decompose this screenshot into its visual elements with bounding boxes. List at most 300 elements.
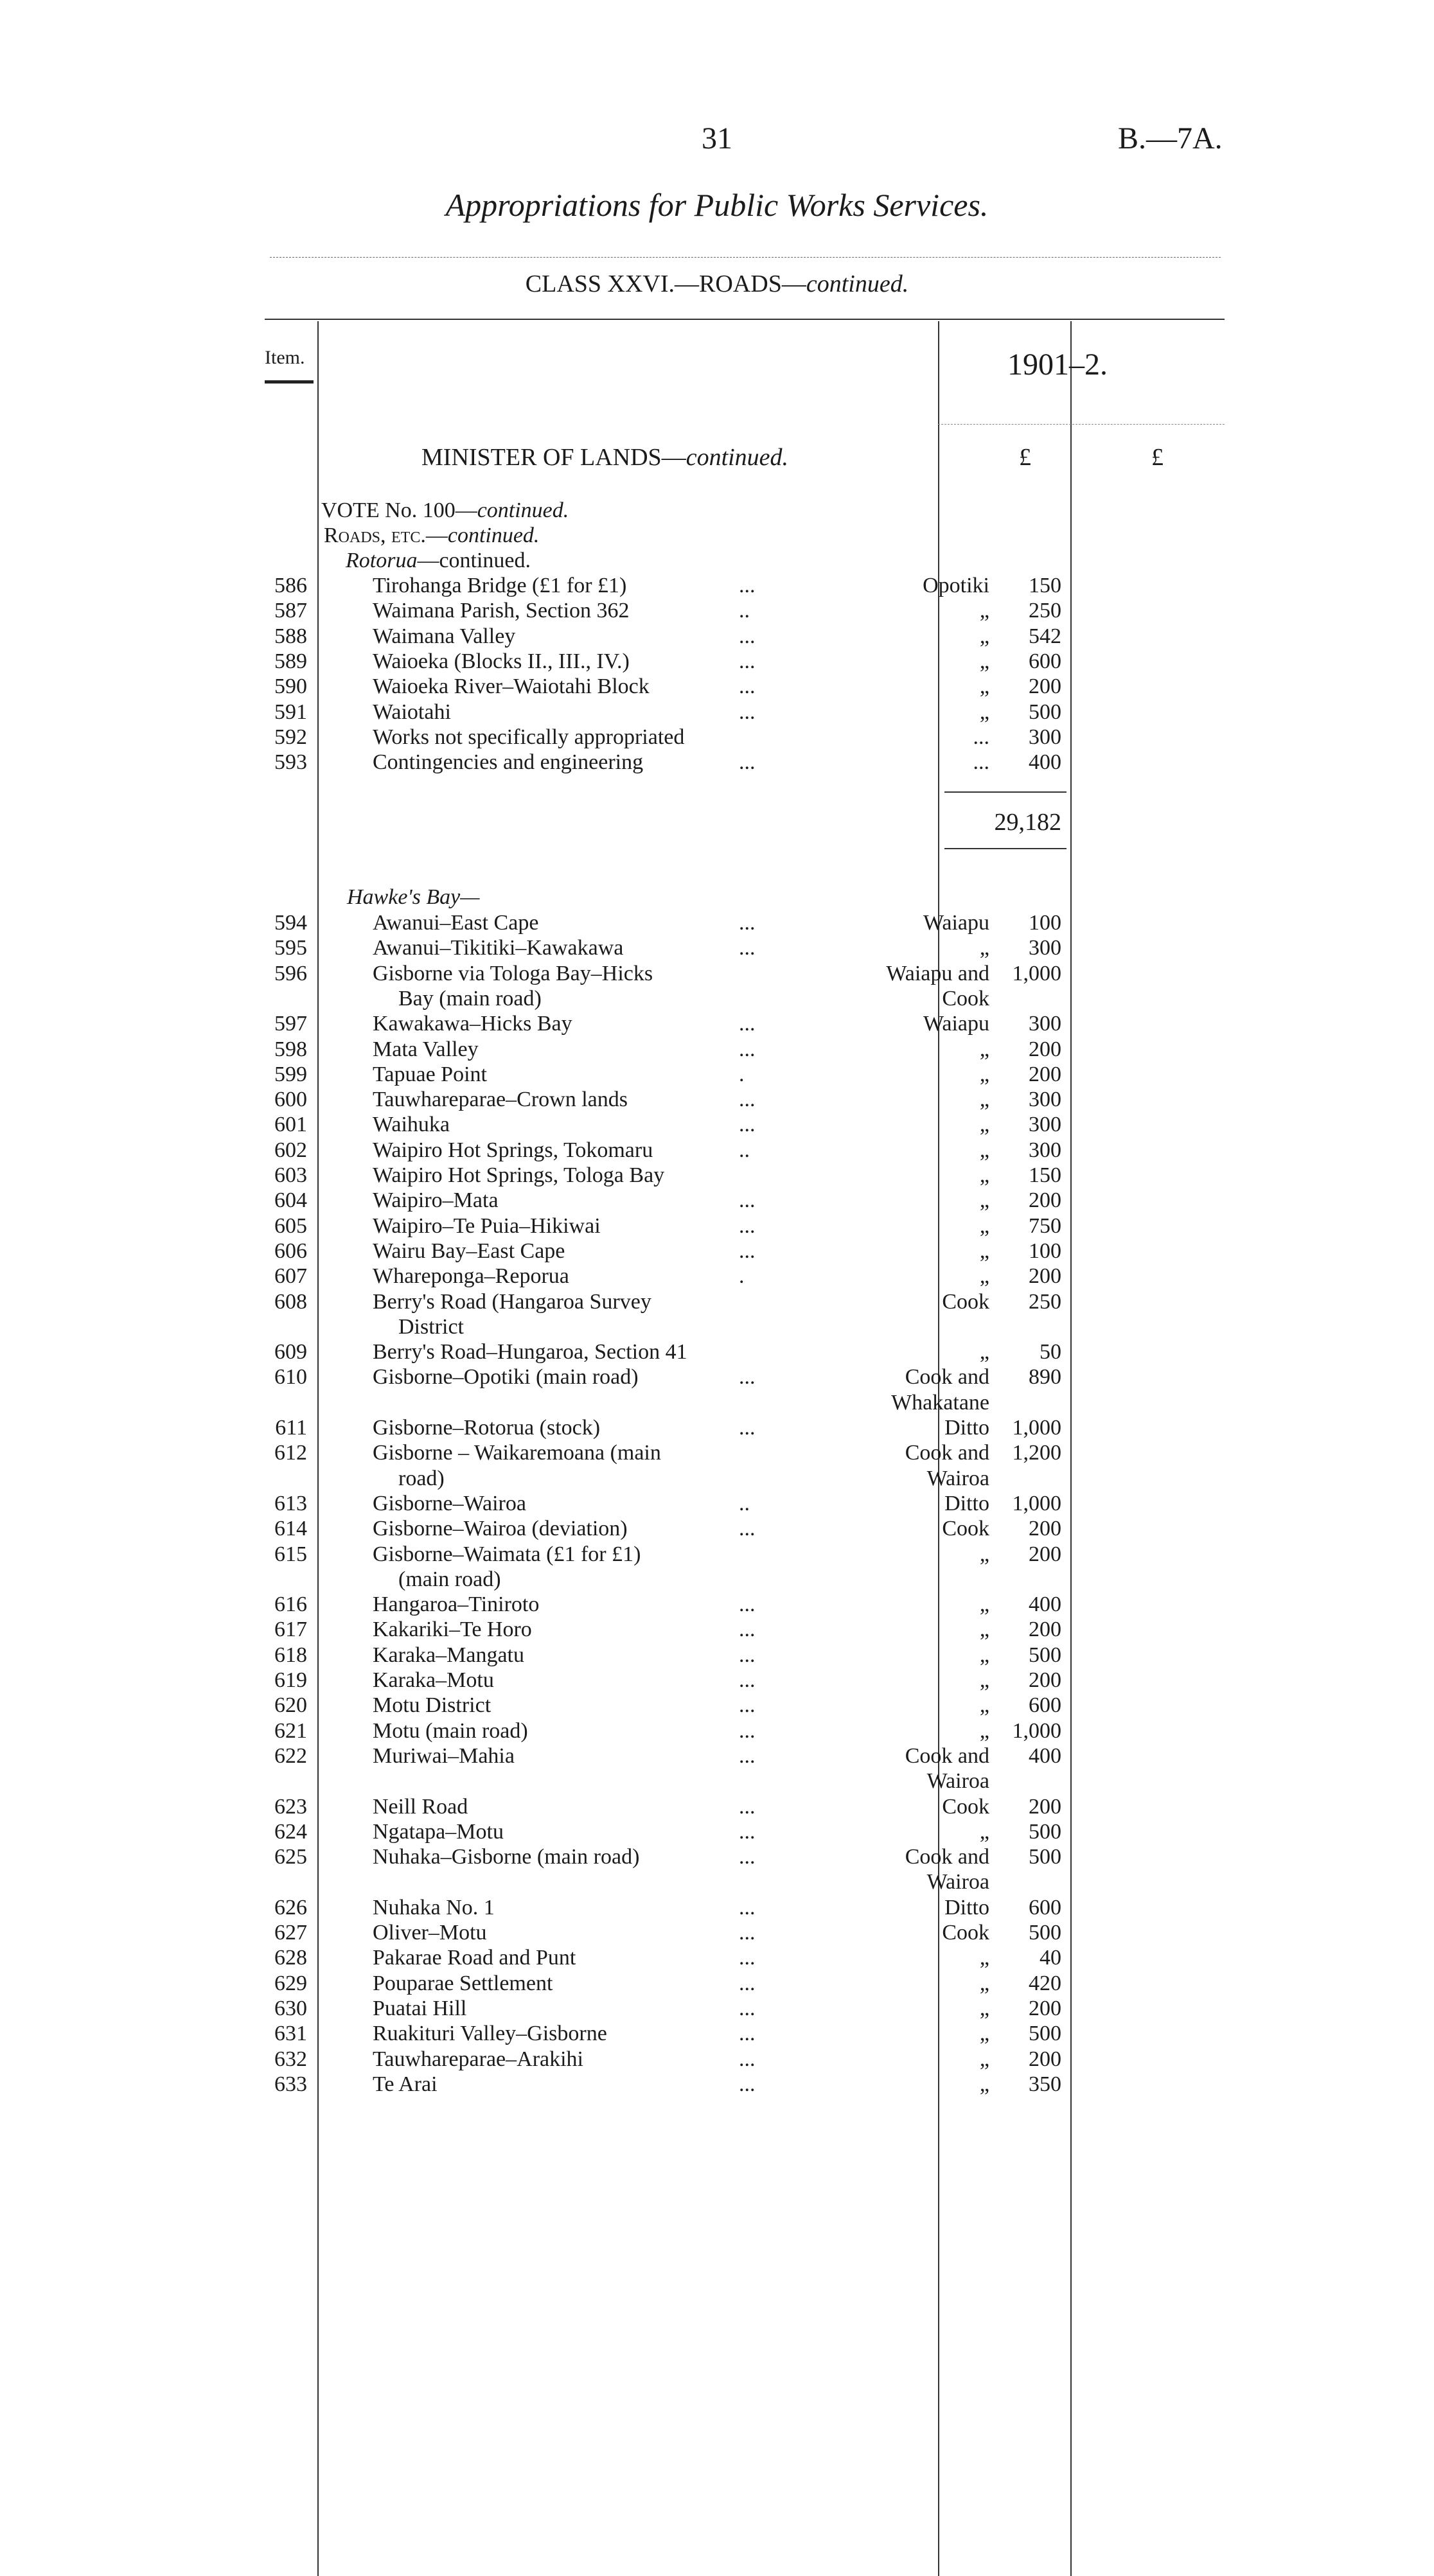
item-description: Karaka–Mangatu bbox=[373, 1643, 525, 1667]
amount: 200 bbox=[1029, 1668, 1061, 1692]
document-reference: B.—7A. bbox=[1118, 121, 1223, 155]
item-number: 619 bbox=[274, 1668, 307, 1692]
amount: 250 bbox=[1029, 599, 1061, 623]
item-description-continued: Bay (main road) bbox=[398, 986, 542, 1010]
table-row bbox=[0, 1441, 1434, 1467]
item-description: Waioeka River–Waiotahi Block bbox=[373, 675, 650, 699]
electoral-district: Cook bbox=[942, 1289, 989, 1314]
item-number: 622 bbox=[274, 1743, 307, 1768]
table-row bbox=[0, 2047, 1434, 2073]
electoral-district: „ bbox=[979, 1213, 989, 1238]
leader-dots: ... bbox=[739, 911, 756, 935]
amount: 500 bbox=[1029, 1845, 1061, 1869]
item-number: 614 bbox=[274, 1517, 307, 1541]
item-number: 618 bbox=[274, 1643, 307, 1667]
table-row bbox=[0, 574, 1434, 599]
table-row bbox=[0, 1592, 1434, 1618]
electoral-district: „ bbox=[979, 1113, 989, 1137]
leader-dots: ... bbox=[739, 1693, 756, 1718]
pound-sign-column-2: £ bbox=[1151, 444, 1164, 471]
class-continued: continued. bbox=[806, 270, 909, 297]
amount: 100 bbox=[1029, 1239, 1061, 1263]
electoral-district-continued: Cook bbox=[942, 986, 989, 1010]
table-row bbox=[0, 1719, 1434, 1745]
amount: 200 bbox=[1029, 1264, 1061, 1289]
amount: 300 bbox=[1029, 936, 1061, 960]
table-row bbox=[0, 1517, 1434, 1542]
item-description: Pouparae Settlement bbox=[373, 1971, 553, 1995]
amount: 400 bbox=[1029, 1743, 1061, 1768]
amount: 1,000 bbox=[1012, 1416, 1061, 1440]
amount: 200 bbox=[1029, 1542, 1061, 1566]
electoral-district: „ bbox=[979, 1668, 989, 1692]
table-row bbox=[0, 2022, 1434, 2047]
item-number: 606 bbox=[274, 1239, 307, 1263]
table-row bbox=[0, 1037, 1434, 1063]
item-number: 621 bbox=[274, 1718, 307, 1743]
item-description: Berry's Road–Hungaroa, Section 41 bbox=[373, 1340, 687, 1364]
item-number: 586 bbox=[274, 574, 307, 597]
item-number: 633 bbox=[274, 2072, 307, 2096]
item-description: Muriwai–Mahia bbox=[373, 1743, 515, 1768]
leader-dots: ... bbox=[739, 1239, 756, 1263]
electoral-district-continued: Whakatane bbox=[891, 1390, 989, 1415]
table-row bbox=[0, 1264, 1434, 1290]
item-description: Contingencies and engineering bbox=[373, 750, 644, 775]
amount: 500 bbox=[1029, 1921, 1061, 1945]
amount: 300 bbox=[1029, 1088, 1061, 1112]
leader-dots: ... bbox=[739, 574, 756, 597]
item-description: Hangaroa–Tiniroto bbox=[373, 1592, 540, 1617]
table-row bbox=[0, 1845, 1434, 1871]
leader-dots: ... bbox=[739, 1618, 756, 1642]
leader-dots: ... bbox=[739, 1946, 756, 1970]
electoral-district: ... bbox=[973, 750, 989, 775]
subtotal-rule-bottom bbox=[944, 848, 1067, 849]
item-number: 591 bbox=[274, 700, 307, 724]
item-number: 626 bbox=[274, 1895, 307, 1919]
item-description: Awanui–Tikitiki–Kawakawa bbox=[373, 936, 624, 960]
table-row bbox=[0, 1896, 1434, 1921]
leader-dots: ... bbox=[739, 1037, 756, 1061]
amount: 250 bbox=[1029, 1289, 1061, 1314]
item-description: Tirohanga Bridge (£1 for £1) bbox=[373, 574, 627, 597]
item-description: Motu (main road) bbox=[373, 1718, 528, 1743]
item-description: Gisborne–Opotiki (main road) bbox=[373, 1365, 639, 1389]
amount: 542 bbox=[1029, 624, 1061, 648]
table-row-continuation bbox=[0, 1567, 1434, 1593]
item-description: Oliver–Motu bbox=[373, 1921, 487, 1945]
electoral-district: „ bbox=[979, 1946, 989, 1970]
electoral-district: „ bbox=[979, 2072, 989, 2096]
item-number: 599 bbox=[274, 1062, 307, 1086]
table-row-continuation bbox=[0, 1315, 1434, 1341]
item-description: Berry's Road (Hangaroa Survey bbox=[373, 1289, 651, 1314]
leader-dots: ... bbox=[739, 1088, 756, 1112]
item-number: 620 bbox=[274, 1693, 307, 1718]
leader-dots: ... bbox=[739, 1845, 756, 1869]
amount: 100 bbox=[1029, 911, 1061, 935]
amount: 200 bbox=[1029, 1188, 1061, 1213]
amount: 750 bbox=[1029, 1213, 1061, 1238]
table-row-continuation bbox=[0, 1391, 1434, 1416]
minister-heading bbox=[421, 443, 788, 472]
electoral-district: „ bbox=[979, 1239, 989, 1263]
amount: 40 bbox=[1040, 1946, 1061, 1970]
item-description: Gisborne–Rotorua (stock) bbox=[373, 1416, 601, 1440]
table-row bbox=[0, 1693, 1434, 1719]
table-row bbox=[0, 1744, 1434, 1770]
amount: 50 bbox=[1040, 1340, 1061, 1364]
electoral-district: „ bbox=[979, 936, 989, 960]
table-row bbox=[0, 1188, 1434, 1214]
item-description: Waipiro–Mata bbox=[373, 1188, 499, 1213]
electoral-district-continued: Wairoa bbox=[926, 1466, 989, 1490]
table-row bbox=[0, 1643, 1434, 1669]
item-description: Gisborne via Tologa Bay–Hicks bbox=[373, 961, 653, 985]
electoral-district: Cook bbox=[942, 1921, 989, 1945]
leader-dots: ... bbox=[739, 1643, 756, 1667]
electoral-district: Cook and bbox=[905, 1845, 989, 1869]
item-description: Waipiro Hot Springs, Tokomaru bbox=[373, 1138, 653, 1162]
leader-dots: ... bbox=[739, 2047, 756, 2071]
electoral-district: Ditto bbox=[944, 1491, 989, 1515]
page-number: 31 bbox=[702, 121, 732, 155]
electoral-district: „ bbox=[979, 1037, 989, 1061]
item-number: 598 bbox=[274, 1037, 307, 1061]
item-description: Neill Road bbox=[373, 1794, 468, 1819]
electoral-district: „ bbox=[979, 1062, 989, 1086]
leader-dots: ... bbox=[739, 1113, 756, 1137]
amount: 200 bbox=[1029, 1037, 1061, 1061]
amount: 200 bbox=[1029, 1794, 1061, 1819]
item-description: Nuhaka–Gisborne (main road) bbox=[373, 1845, 640, 1869]
item-description: Waipiro Hot Springs, Tologa Bay bbox=[373, 1163, 665, 1187]
leader-dots: ... bbox=[739, 1517, 756, 1541]
electoral-district: „ bbox=[979, 1971, 989, 1995]
item-number: 610 bbox=[274, 1365, 307, 1389]
electoral-district: Opotiki bbox=[923, 574, 989, 597]
vote-line bbox=[321, 498, 569, 523]
class-heading bbox=[0, 270, 1434, 298]
item-number: 596 bbox=[274, 961, 307, 985]
pound-sign-column-1: £ bbox=[1019, 444, 1031, 471]
leader-dots: .. bbox=[739, 1491, 750, 1515]
electoral-district: „ bbox=[979, 1088, 989, 1112]
amount: 200 bbox=[1029, 1996, 1061, 2020]
leader-dots: .. bbox=[739, 1138, 750, 1162]
amount: 200 bbox=[1029, 1517, 1061, 1541]
amount: 420 bbox=[1029, 1971, 1061, 1995]
item-description: Waipiro–Te Puia–Hikiwai bbox=[373, 1213, 601, 1238]
amount: 200 bbox=[1029, 1618, 1061, 1642]
table-row bbox=[0, 1668, 1434, 1694]
amount: 600 bbox=[1029, 1895, 1061, 1919]
electoral-district: „ bbox=[979, 1643, 989, 1667]
item-description: Tauwhareparae–Arakihi bbox=[373, 2047, 583, 2071]
amount: 300 bbox=[1029, 1012, 1061, 1036]
amount: 500 bbox=[1029, 1643, 1061, 1667]
item-number: 632 bbox=[274, 2047, 307, 2071]
electoral-district: „ bbox=[979, 1996, 989, 2020]
item-description: Waimana Valley bbox=[373, 624, 516, 648]
amount: 600 bbox=[1029, 649, 1061, 673]
table-row bbox=[0, 1365, 1434, 1391]
table-row bbox=[0, 1088, 1434, 1113]
item-description: Waihuka bbox=[373, 1113, 450, 1137]
item-number: 588 bbox=[274, 624, 307, 648]
item-description: Whareponga–Reporua bbox=[373, 1264, 569, 1289]
item-description: Ruakituri Valley–Gisborne bbox=[373, 2022, 607, 2046]
rotorua-subtotal: 29,182 bbox=[994, 809, 1061, 836]
table-row bbox=[0, 1012, 1434, 1037]
electoral-district: „ bbox=[979, 2022, 989, 2046]
item-number: 625 bbox=[274, 1845, 307, 1869]
table-row bbox=[0, 1163, 1434, 1189]
table-row bbox=[0, 1542, 1434, 1568]
item-number: 613 bbox=[274, 1491, 307, 1515]
leader-dots: . bbox=[739, 1062, 745, 1086]
item-description: Te Arai bbox=[373, 2072, 438, 2096]
leader-dots: ... bbox=[739, 1188, 756, 1213]
table-row bbox=[0, 2072, 1434, 2098]
item-description: Kawakawa–Hicks Bay bbox=[373, 1012, 572, 1036]
leader-dots: ... bbox=[739, 675, 756, 699]
item-description: Tauwhareparae–Crown lands bbox=[373, 1088, 628, 1112]
leader-dots: ... bbox=[739, 1668, 756, 1692]
item-number: 605 bbox=[274, 1213, 307, 1238]
table-row bbox=[0, 1138, 1434, 1164]
table-row bbox=[0, 911, 1434, 937]
item-description: Gisborne–Waimata (£1 for £1) bbox=[373, 1542, 641, 1566]
leader-dots: ... bbox=[739, 1819, 756, 1844]
class-label: CLASS XXVI.—ROADS— bbox=[525, 270, 806, 297]
leader-dots: ... bbox=[739, 1416, 756, 1440]
table-row bbox=[0, 1416, 1434, 1442]
item-number: 600 bbox=[274, 1088, 307, 1112]
electoral-district: Cook bbox=[942, 1517, 989, 1541]
subtotal-rule-top bbox=[944, 791, 1067, 793]
table-row bbox=[0, 1492, 1434, 1517]
leader-dots: ... bbox=[739, 1921, 756, 1945]
table-row bbox=[0, 675, 1434, 700]
amount: 200 bbox=[1029, 675, 1061, 699]
item-number: 597 bbox=[274, 1012, 307, 1036]
item-number: 604 bbox=[274, 1188, 307, 1213]
rotorua-heading bbox=[346, 549, 531, 573]
leader-dots: ... bbox=[739, 1592, 756, 1617]
table-row bbox=[0, 1972, 1434, 1997]
amount: 890 bbox=[1029, 1365, 1061, 1389]
amount: 150 bbox=[1029, 574, 1061, 597]
item-number: 629 bbox=[274, 1971, 307, 1995]
leader-dots: ... bbox=[739, 2022, 756, 2046]
electoral-district: Ditto bbox=[944, 1416, 989, 1440]
item-description: Puatai Hill bbox=[373, 1996, 467, 2020]
item-description-continued: road) bbox=[398, 1466, 445, 1490]
item-number: 630 bbox=[274, 1996, 307, 2020]
leader-dots: ... bbox=[739, 1012, 756, 1036]
electoral-district: „ bbox=[979, 1138, 989, 1162]
electoral-district: „ bbox=[979, 1693, 989, 1718]
table-row bbox=[0, 725, 1434, 751]
table-row bbox=[0, 1113, 1434, 1138]
item-description: Awanui–East Cape bbox=[373, 911, 539, 935]
item-number: 611 bbox=[275, 1416, 307, 1440]
electoral-district: „ bbox=[979, 1542, 989, 1566]
table-row bbox=[0, 1946, 1434, 1972]
electoral-district: „ bbox=[979, 1618, 989, 1642]
item-number: 590 bbox=[274, 675, 307, 699]
amount: 200 bbox=[1029, 1062, 1061, 1086]
item-number: 617 bbox=[274, 1618, 307, 1642]
table-row-continuation bbox=[0, 1769, 1434, 1795]
item-number: 609 bbox=[274, 1340, 307, 1364]
amount: 400 bbox=[1029, 1592, 1061, 1617]
table-row bbox=[0, 1290, 1434, 1316]
item-number: 615 bbox=[274, 1542, 307, 1566]
hawkes-bay-heading: Hawke's Bay— bbox=[347, 885, 480, 909]
amount: 500 bbox=[1029, 700, 1061, 724]
table-row-continuation bbox=[0, 987, 1434, 1012]
leader-dots: ... bbox=[739, 1365, 756, 1389]
item-description: Motu District bbox=[373, 1693, 491, 1718]
electoral-district: „ bbox=[979, 675, 989, 699]
item-description: Pakarae Road and Punt bbox=[373, 1946, 576, 1970]
table-row bbox=[0, 1239, 1434, 1265]
electoral-district: „ bbox=[979, 700, 989, 724]
electoral-district: „ bbox=[979, 2047, 989, 2071]
amount: 300 bbox=[1029, 1138, 1061, 1162]
item-description: Mata Valley bbox=[373, 1037, 479, 1061]
electoral-district: „ bbox=[979, 624, 989, 648]
item-number: 612 bbox=[274, 1441, 307, 1465]
table-row bbox=[0, 649, 1434, 675]
item-description-continued: (main road) bbox=[398, 1567, 501, 1591]
minister-label: MINISTER OF LANDS— bbox=[421, 444, 686, 471]
item-number: 592 bbox=[274, 725, 307, 749]
leader-dots: ... bbox=[739, 1213, 756, 1238]
rotorua-heading-suffix: —continued. bbox=[417, 549, 531, 572]
item-header-underline bbox=[265, 380, 314, 384]
leader-dots: ... bbox=[739, 1794, 756, 1819]
item-number: 628 bbox=[274, 1946, 307, 1970]
amount: 400 bbox=[1029, 750, 1061, 775]
item-number: 594 bbox=[274, 911, 307, 935]
amount: 350 bbox=[1029, 2072, 1061, 2096]
electoral-district: Cook and bbox=[905, 1743, 989, 1768]
table-row bbox=[0, 1214, 1434, 1240]
amount: 300 bbox=[1029, 725, 1061, 749]
page-title: Appropriations for Public Works Services. bbox=[445, 187, 989, 223]
electoral-district-continued: Wairoa bbox=[926, 1769, 989, 1794]
item-description: Karaka–Motu bbox=[373, 1668, 494, 1692]
table-row bbox=[0, 1340, 1434, 1366]
electoral-district: Cook bbox=[942, 1794, 989, 1819]
electoral-district: Ditto bbox=[944, 1895, 989, 1919]
table-row bbox=[0, 1820, 1434, 1846]
electoral-district: „ bbox=[979, 1819, 989, 1844]
rotorua-heading-name: Rotorua bbox=[346, 549, 418, 572]
table-row bbox=[0, 700, 1434, 726]
table-row bbox=[0, 624, 1434, 650]
leader-dots: .. bbox=[739, 599, 750, 623]
item-description-continued: District bbox=[398, 1314, 464, 1339]
rule-above-class bbox=[270, 257, 1221, 258]
item-description: Wairu Bay–East Cape bbox=[373, 1239, 565, 1263]
amount: 150 bbox=[1029, 1163, 1061, 1187]
vote-label: VOTE No. 100— bbox=[321, 498, 477, 522]
item-description: Nuhaka No. 1 bbox=[373, 1895, 495, 1919]
electoral-district: „ bbox=[979, 1188, 989, 1213]
table-row bbox=[0, 599, 1434, 624]
item-number: 593 bbox=[274, 750, 307, 775]
leader-dots: . bbox=[739, 1264, 745, 1289]
electoral-district: ... bbox=[973, 725, 989, 749]
leader-dots: ... bbox=[739, 1996, 756, 2020]
leader-dots: ... bbox=[739, 2072, 756, 2096]
year-header: 1901–2. bbox=[1007, 348, 1108, 382]
leader-dots: ... bbox=[739, 1718, 756, 1743]
item-number: 608 bbox=[274, 1289, 307, 1314]
item-column-header: Item. bbox=[265, 347, 305, 368]
item-number: 631 bbox=[274, 2022, 307, 2046]
roads-line bbox=[324, 524, 539, 548]
leader-dots: ... bbox=[739, 1971, 756, 1995]
item-number: 601 bbox=[274, 1113, 307, 1137]
electoral-district: Waiapu and bbox=[886, 961, 989, 985]
electoral-district: „ bbox=[979, 1340, 989, 1364]
table-row bbox=[0, 1795, 1434, 1821]
item-description: Gisborne – Waikaremoana (main bbox=[373, 1441, 661, 1465]
vote-continued: continued. bbox=[477, 498, 569, 522]
leader-dots: ... bbox=[739, 1743, 756, 1768]
amount: 1,000 bbox=[1012, 1491, 1061, 1515]
electoral-district: „ bbox=[979, 1718, 989, 1743]
item-description: Waioeka (Blocks II., III., IV.) bbox=[373, 649, 630, 673]
table-row bbox=[0, 1618, 1434, 1643]
electoral-district: Waiapu bbox=[923, 1012, 989, 1036]
electoral-district: „ bbox=[979, 1592, 989, 1617]
item-number: 607 bbox=[274, 1264, 307, 1289]
item-description: Gisborne–Wairoa bbox=[373, 1491, 526, 1515]
table-row bbox=[0, 750, 1434, 776]
leader-dots: ... bbox=[739, 750, 756, 775]
item-number: 602 bbox=[274, 1138, 307, 1162]
table-row bbox=[0, 1063, 1434, 1088]
rule-below-year bbox=[938, 424, 1225, 425]
amount: 300 bbox=[1029, 1113, 1061, 1137]
item-number: 603 bbox=[274, 1163, 307, 1187]
item-number: 627 bbox=[274, 1921, 307, 1945]
item-number: 624 bbox=[274, 1819, 307, 1844]
item-number: 595 bbox=[274, 936, 307, 960]
minister-continued: continued. bbox=[686, 444, 789, 471]
roads-continued: continued. bbox=[447, 524, 540, 547]
item-description: Works not specifically appropriated bbox=[373, 725, 685, 749]
item-number: 616 bbox=[274, 1592, 307, 1617]
table-row bbox=[0, 936, 1434, 962]
item-number: 587 bbox=[274, 599, 307, 623]
leader-dots: ... bbox=[739, 936, 756, 960]
amount: 200 bbox=[1029, 2047, 1061, 2071]
leader-dots: ... bbox=[739, 649, 756, 673]
electoral-district: Cook and bbox=[905, 1365, 989, 1389]
amount: 500 bbox=[1029, 1819, 1061, 1844]
item-description: Waimana Parish, Section 362 bbox=[373, 599, 630, 623]
item-number: 623 bbox=[274, 1794, 307, 1819]
leader-dots: ... bbox=[739, 624, 756, 648]
